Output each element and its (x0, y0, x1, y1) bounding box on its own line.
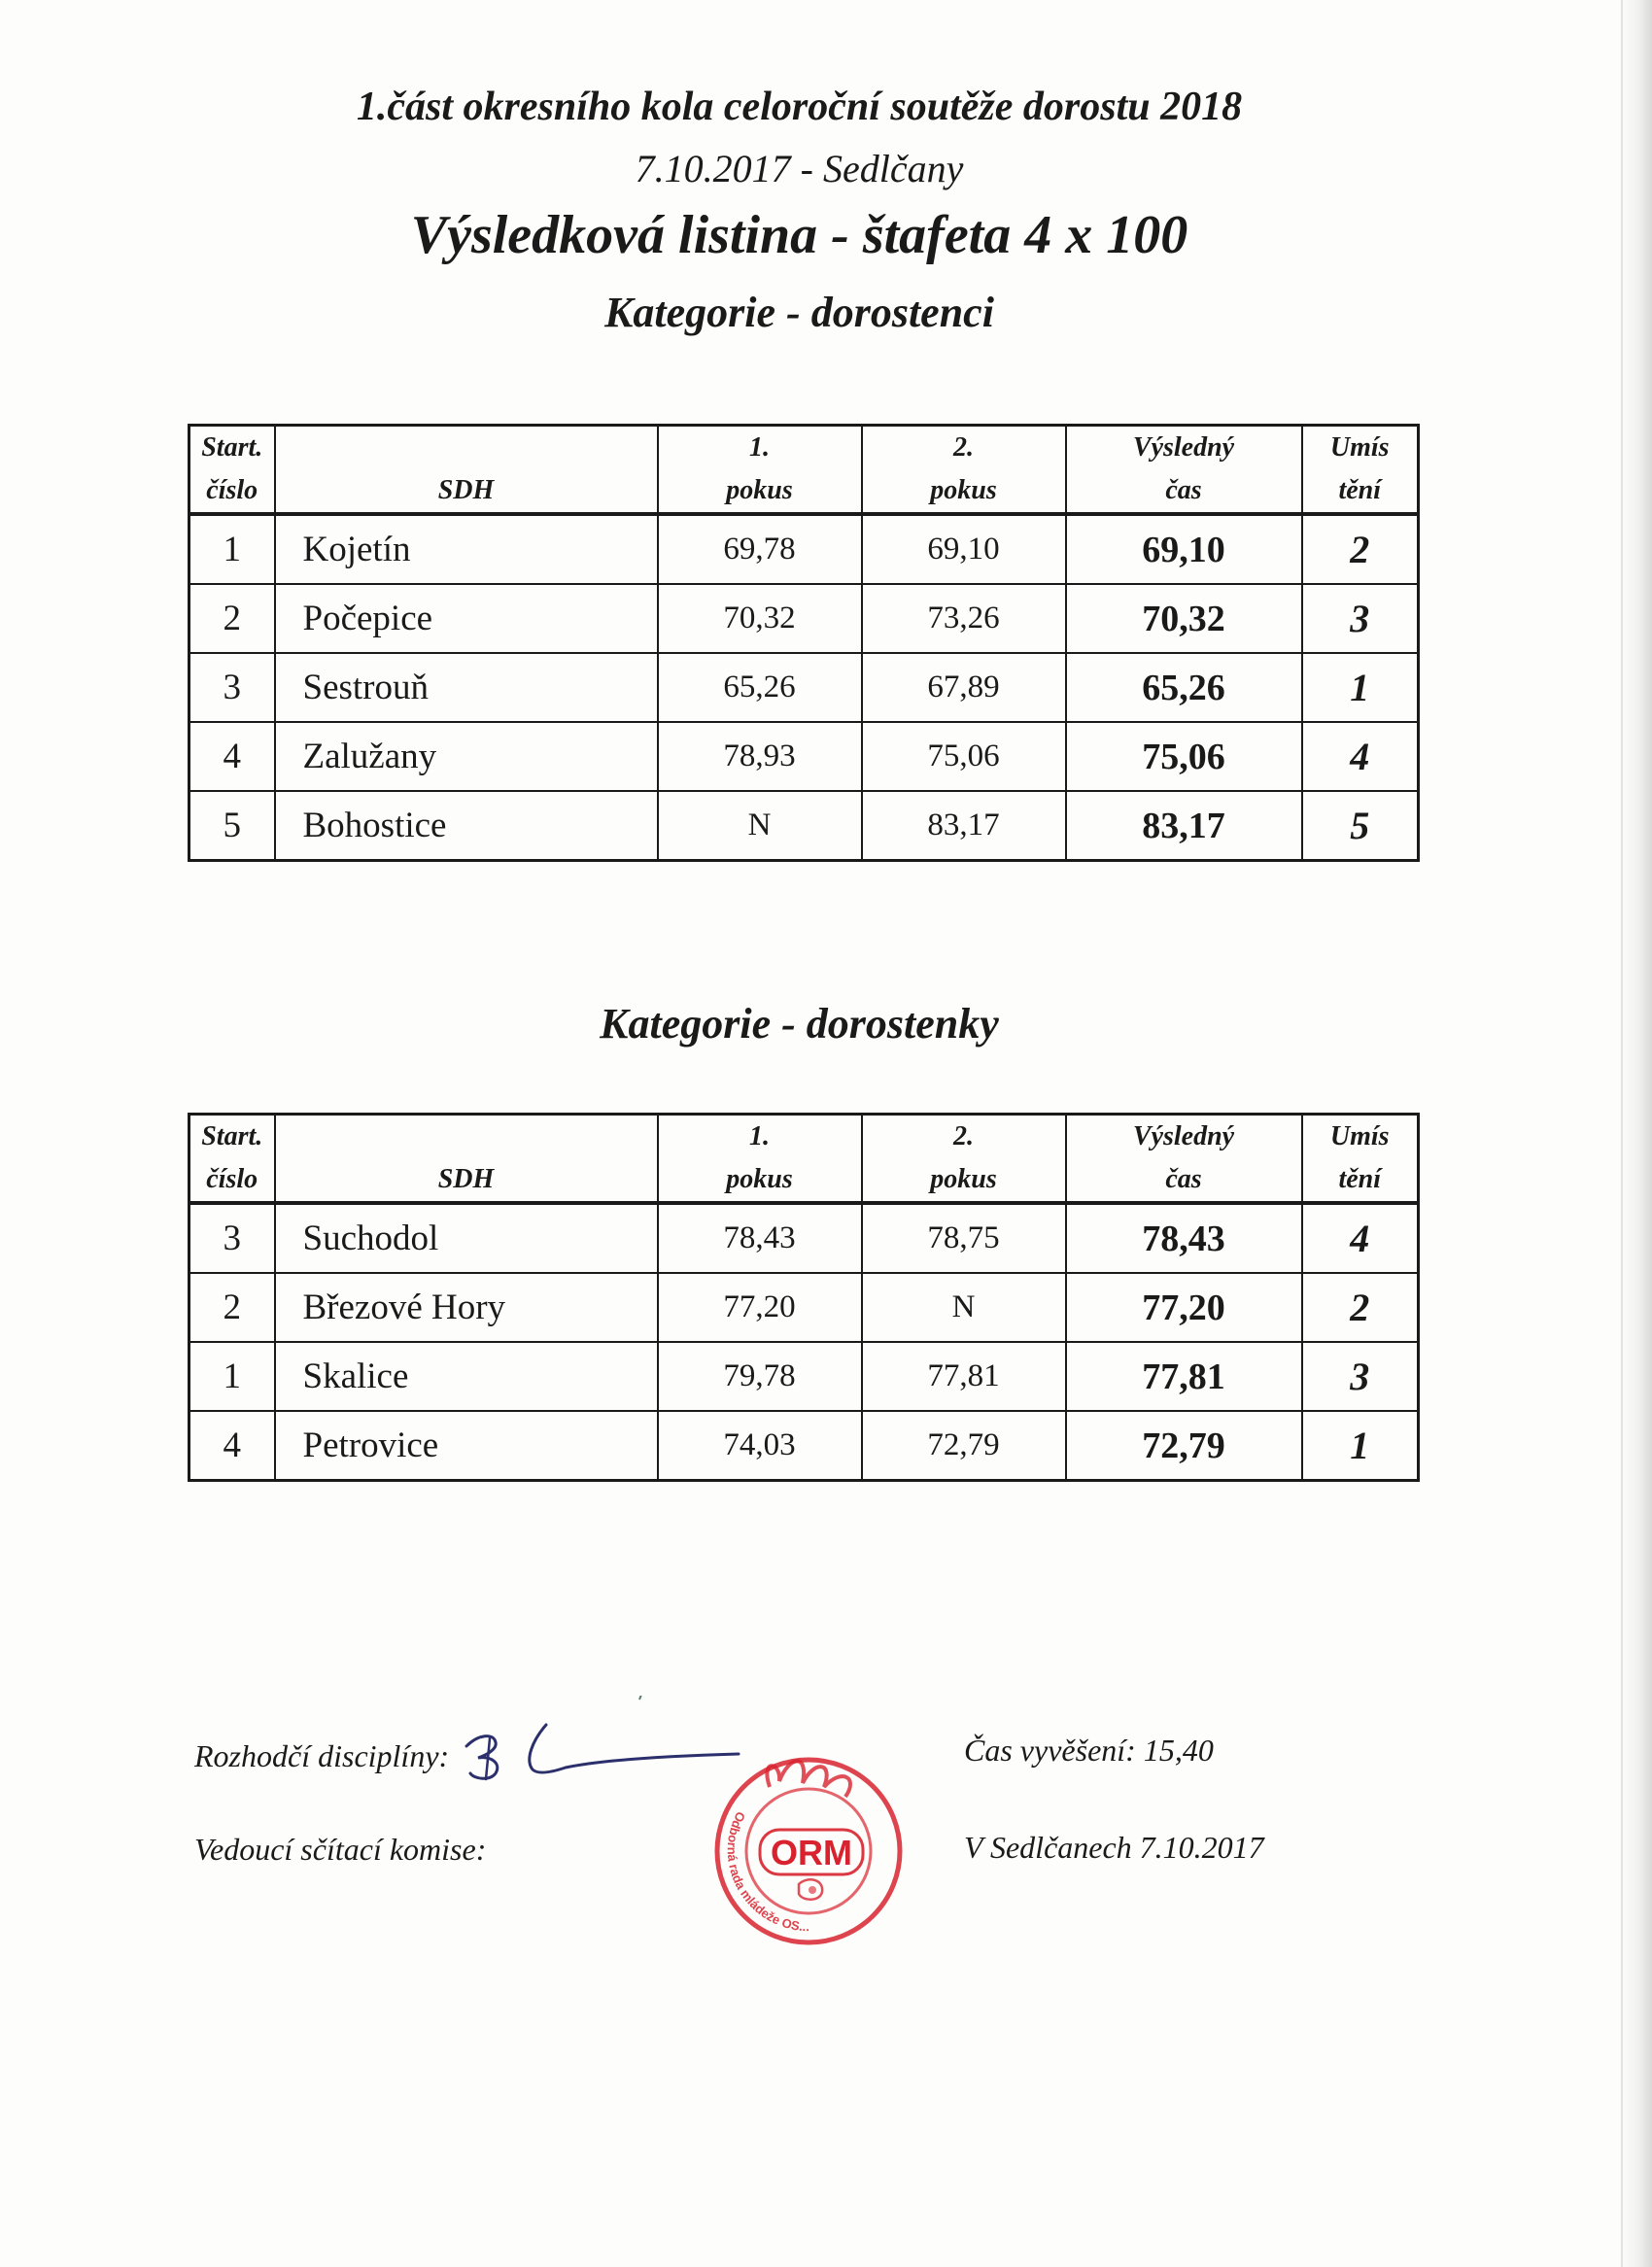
table-row (189, 1411, 1419, 1481)
table-row (189, 1342, 1419, 1411)
col-attempt-1: 1. pokus (658, 1115, 862, 1204)
posted-time: Čas vyvěšení: 15,40 (964, 1733, 1214, 1768)
placement: 2 (1302, 1273, 1419, 1342)
attempt-1: 65,26 (658, 653, 862, 722)
placement: 2 (1302, 514, 1419, 584)
paper-edge-shadow (1619, 0, 1652, 2267)
category-heading-boys: Kategorie - dorostenci (604, 289, 994, 336)
start-number: 4 (189, 1411, 275, 1481)
date-location: 7.10.2017 - Sedlčany (635, 147, 964, 190)
table-row (189, 722, 1419, 791)
col-start-number: Start. číslo (189, 426, 275, 515)
results-table-girls (188, 1113, 1420, 1482)
table-row (189, 1273, 1419, 1342)
final-time: 69,10 (1066, 514, 1302, 584)
attempt-1: 77,20 (658, 1273, 862, 1342)
attempt-2: 75,06 (862, 722, 1066, 791)
team-name: Kojetín (275, 514, 658, 584)
col-final-time: Výsledný čas (1066, 426, 1302, 515)
attempt-2: 69,10 (862, 514, 1066, 584)
attempt-1: 79,78 (658, 1342, 862, 1411)
table-row (189, 653, 1419, 722)
attempt-2: 73,26 (862, 584, 1066, 653)
team-name: Sestrouň (275, 653, 658, 722)
judge-label: Rozhodčí disciplíny: (194, 1738, 450, 1773)
attempt-2: 72,79 (862, 1411, 1066, 1481)
team-name: Bohostice (275, 791, 658, 861)
table-row (189, 1203, 1419, 1273)
results-table-boys (188, 424, 1420, 862)
col-final-time: Výsledný čas (1066, 1115, 1302, 1204)
table-header-row (189, 1115, 1419, 1204)
start-number: 2 (189, 584, 275, 653)
col-sdh: SDH (275, 1115, 658, 1204)
table-row (189, 584, 1419, 653)
place-date: V Sedlčanech 7.10.2017 (964, 1830, 1264, 1865)
attempt-1: 69,78 (658, 514, 862, 584)
table-row (189, 791, 1419, 861)
col-start-number: Start. číslo (189, 1115, 275, 1204)
placement: 3 (1302, 584, 1419, 653)
col-placement: Umís tění (1302, 1115, 1419, 1204)
category-heading-girls: Kategorie - dorostenky (600, 1000, 999, 1048)
start-number: 3 (189, 1203, 275, 1273)
attempt-2: 67,89 (862, 653, 1066, 722)
placement: 4 (1302, 722, 1419, 791)
final-time: 77,81 (1066, 1342, 1302, 1411)
start-number: 1 (189, 1342, 275, 1411)
final-time: 72,79 (1066, 1411, 1302, 1481)
start-number: 5 (189, 791, 275, 861)
final-time: 78,43 (1066, 1203, 1302, 1273)
attempt-1: N (658, 791, 862, 861)
final-time: 70,32 (1066, 584, 1302, 653)
team-name: Petrovice (275, 1411, 658, 1481)
attempt-1: 78,93 (658, 722, 862, 791)
placement: 5 (1302, 791, 1419, 861)
placement: 4 (1302, 1203, 1419, 1273)
attempt-2: 78,75 (862, 1203, 1066, 1273)
placement: 1 (1302, 1411, 1419, 1481)
team-name: Zalužany (275, 722, 658, 791)
placement: 1 (1302, 653, 1419, 722)
table-header-row (189, 426, 1419, 515)
start-number: 2 (189, 1273, 275, 1342)
start-number: 1 (189, 514, 275, 584)
orm-stamp-icon (702, 1748, 915, 1952)
document-title: Výsledková listina - štafeta 4 x 100 (410, 205, 1188, 265)
final-time: 77,20 (1066, 1273, 1302, 1342)
final-time: 75,06 (1066, 722, 1302, 791)
col-placement: Umís tění (1302, 426, 1419, 515)
col-attempt-1: 1. pokus (658, 426, 862, 515)
attempt-1: 70,32 (658, 584, 862, 653)
col-sdh: SDH (275, 426, 658, 515)
col-attempt-2: 2. pokus (862, 426, 1066, 515)
start-number: 3 (189, 653, 275, 722)
team-name: Suchodol (275, 1203, 658, 1273)
final-time: 65,26 (1066, 653, 1302, 722)
committee-label: Vedoucí sčítací komise: (194, 1832, 487, 1867)
table-row (189, 514, 1419, 584)
col-attempt-2: 2. pokus (862, 1115, 1066, 1204)
svg-text:ORM: ORM (771, 1833, 852, 1872)
attempt-2: N (862, 1273, 1066, 1342)
attempt-2: 83,17 (862, 791, 1066, 861)
team-name: Počepice (275, 584, 658, 653)
competition-title: 1.část okresního kola celoroční soutěže dorostu 2018 (356, 85, 1243, 129)
attempt-2: 77,81 (862, 1342, 1066, 1411)
svg-text:Odborná rada mládeže OS...: Odborná rada mládeže OS... (724, 1809, 809, 1935)
placement: 3 (1302, 1342, 1419, 1411)
team-name: Skalice (275, 1342, 658, 1411)
team-name: Březové Hory (275, 1273, 658, 1342)
final-time: 83,17 (1066, 791, 1302, 861)
attempt-1: 74,03 (658, 1411, 862, 1481)
attempt-1: 78,43 (658, 1203, 862, 1273)
start-number: 4 (189, 722, 275, 791)
